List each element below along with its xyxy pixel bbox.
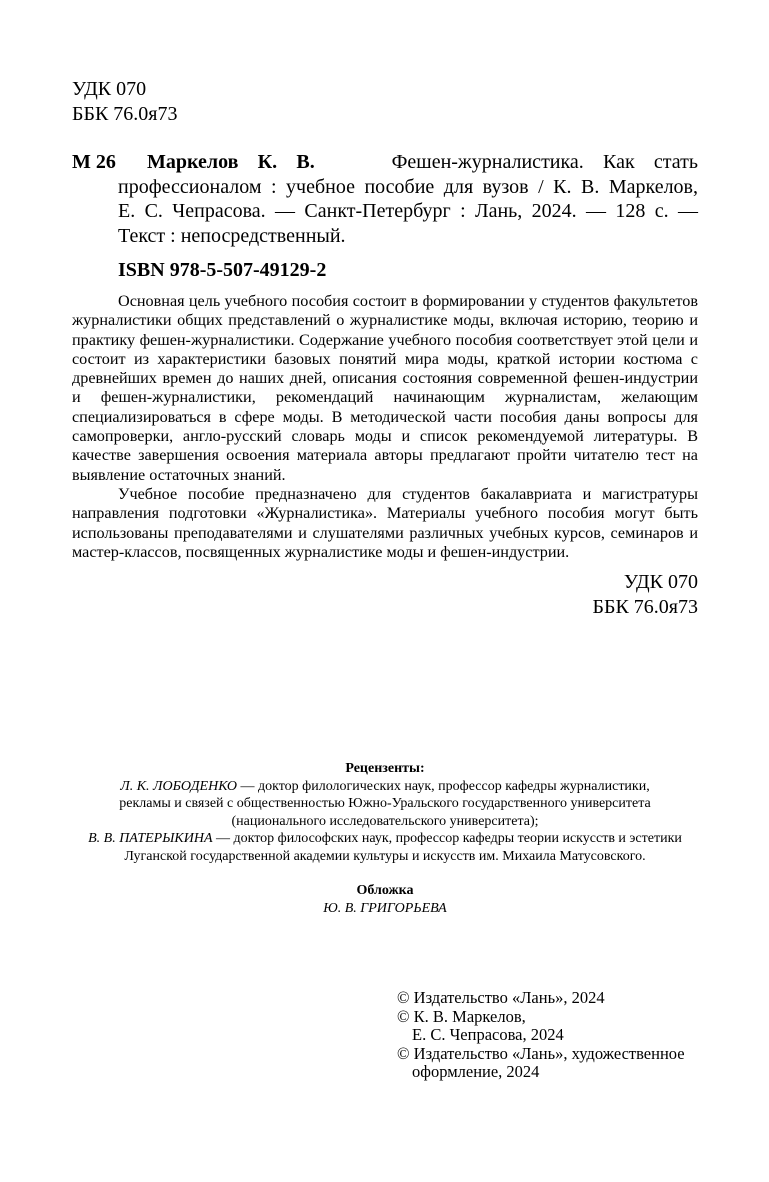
- author-name: Маркелов К. В.: [147, 151, 315, 173]
- abstract: [72, 292, 698, 562]
- copyright-line: Е. С. Чепрасова, 2024: [412, 1025, 564, 1044]
- copyright-line: оформление, 2024: [412, 1062, 540, 1081]
- reviewer-entry: В. В. ПАТЕРЫКИНА — доктор философских наук, профессор кафедры теории искусств и эстетики: [88, 831, 682, 846]
- copyright-line: © Издательство «Лань», художественное: [397, 1043, 685, 1063]
- copyright-line: © Издательство «Лань», 2024: [397, 988, 605, 1007]
- reviewer-line: (национального исследовательского университета);: [231, 813, 539, 829]
- reviewer-line: Луганской государственной академии культуры и искусств им. Михаила Матусовского.: [124, 848, 646, 864]
- cover-credit: [60, 882, 710, 918]
- top-classification-codes: [72, 77, 178, 127]
- copyright-block: [397, 989, 685, 1082]
- bbk-code: ББК 76.0я73: [592, 596, 698, 618]
- bbk-code: ББК 76.0я73: [72, 103, 178, 125]
- udk-code: УДК 070: [623, 571, 698, 593]
- bottom-classification-codes: [592, 570, 698, 620]
- reviewer-entry: Л. К. ЛОБОДЕНКО — доктор филологических наук, профессор кафедры журналистики,: [120, 778, 650, 794]
- isbn: ISBN 978-5-507-49129-2: [118, 259, 327, 281]
- abstract-paragraph: Учебное пособие предназначено для студентов бакалавриата и магистратуры направления подготовки «Журналистика». Материалы учебного пособия могут быть использованы преподавателями и слушателями различных учебных курсов, семинаров и мастер-классов, посвященных журналистике моды и фешен-индустрии.: [72, 484, 698, 561]
- bibliographic-first-line: [147, 150, 698, 175]
- bibliographic-record: [72, 150, 698, 248]
- cover-artist: Ю. В. ГРИГОРЬЕВА: [323, 901, 447, 916]
- book-title: Фешен-журналистика. Как стать: [391, 151, 698, 173]
- reviewer-line: рекламы и связей с общественностью Южно-Уральского государственного университета: [119, 796, 651, 811]
- reviewers-block: [60, 760, 710, 865]
- copyright-line: © К. В. Маркелов,: [397, 1006, 526, 1026]
- bibliographic-line: профессионалом : учебное пособие для вузов / К. В. Маркелов,: [118, 175, 698, 198]
- reviewer-name: Л. К. ЛОБОДЕНКО: [120, 778, 237, 794]
- udk-code: УДК 070: [72, 78, 147, 100]
- cover-heading: Обложка: [356, 883, 414, 898]
- author-cipher: М 26: [72, 151, 116, 173]
- bibliographic-line: Е. С. Чепрасова. — Санкт-Петербург : Лань, 2024. — 128 с. —: [118, 200, 698, 222]
- bibliographic-line: Текст : непосредственный.: [118, 224, 346, 247]
- abstract-paragraph: Основная цель учебного пособия состоит в формировании у студентов факультетов журналистики общих представлений о журналистике моды, включая историю, теорию и практику фешен-журналистики. Содержание учебного пособия соответствует этой цели и состоит из характеристики базовых понятий мира моды, краткой истории костюма с древнейших времен до наших дней, описания состояния современной фешен-индустрии и фешен-журналистики, рекомендаций начинающим журналистам, желающим специализироваться в сфере моды. В методической части пособия даны вопросы для самопроверки, англо-русский словарь моды и список рекомендуемой литературы. В качестве завершения освоения материала авторы предлагают пройти читателю тест на выявление остаточных знаний.: [72, 292, 698, 484]
- reviewer-name: В. В. ПАТЕРЫКИНА: [88, 831, 213, 846]
- reviewers-heading: Рецензенты:: [345, 761, 425, 776]
